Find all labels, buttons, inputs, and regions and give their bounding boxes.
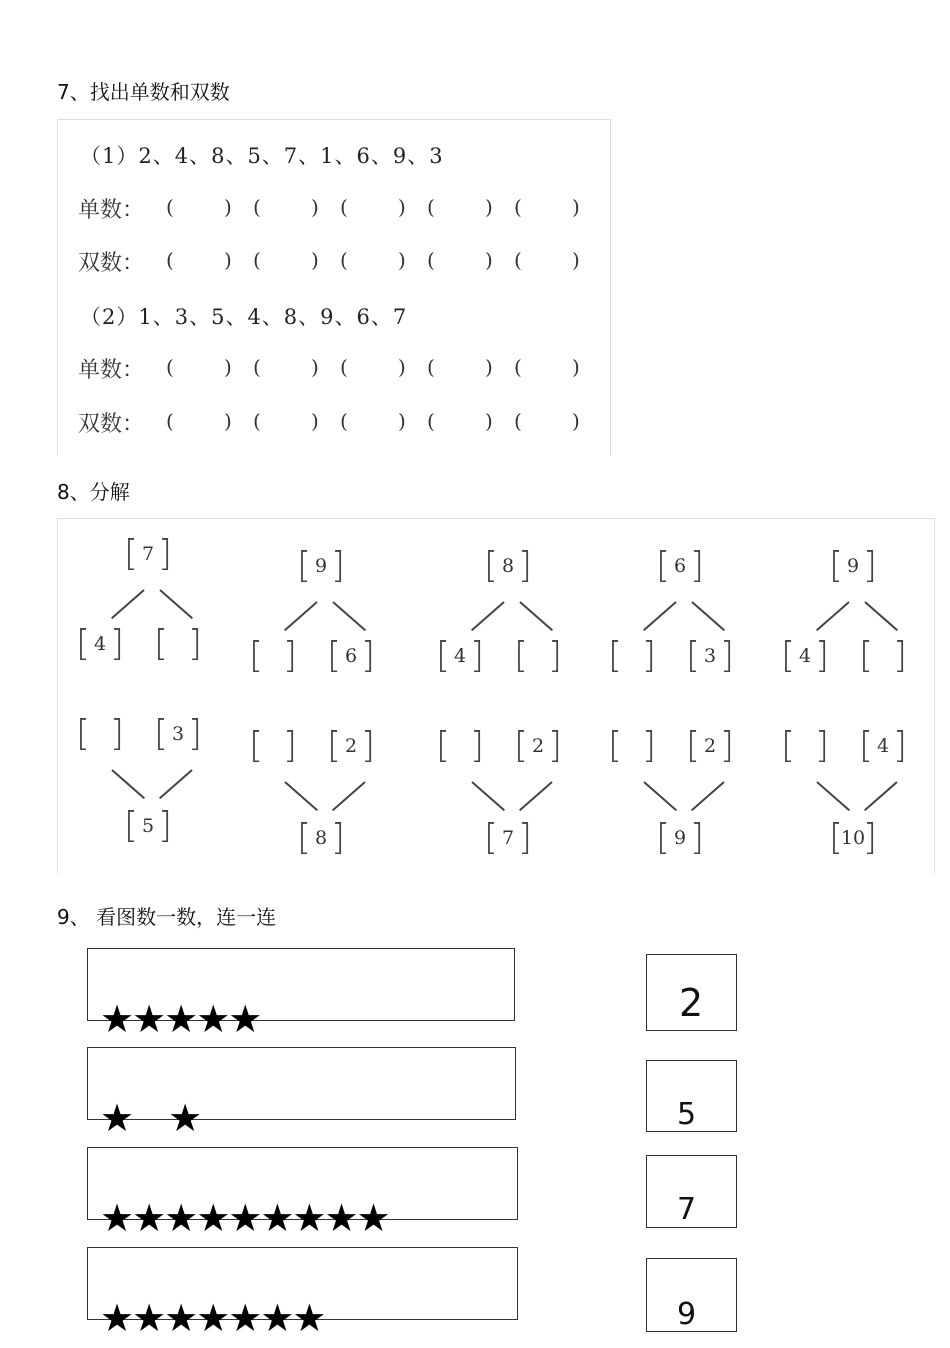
answer-blank-close: ) [311,195,319,219]
star-icon-group: ★★★★★★★ [100,1296,325,1340]
tree-branch-line [519,781,552,811]
top-part-left-box[interactable] [78,629,122,665]
top-total-box-value: 7 [141,543,155,565]
odd-label: 单数： [78,198,145,223]
tree-branch-line [691,601,724,631]
bottom-part-left-box[interactable] [783,731,827,767]
bottom-part-right-box[interactable] [688,731,732,767]
number-target-box[interactable] [646,1155,737,1228]
tree-branch-line [159,589,192,619]
answer-blank-close: ) [311,409,319,433]
answer-blank-open: ( [427,355,435,379]
answer-blank-open: ( [514,355,522,379]
top-total-box-value: 9 [846,555,860,577]
bottom-part-right-box[interactable] [516,731,560,767]
bottom-part-right-box-value: 2 [344,735,358,757]
answer-blank-open: ( [253,409,261,433]
odd-even-panel [57,119,611,456]
question-7-text: 找出单数和双数 [89,80,230,104]
top-total-box-value: 8 [501,555,515,577]
tree-branch-line [332,781,365,811]
tree-branch-line [332,601,365,631]
question-7-title [57,76,230,105]
even-row-2 [78,407,166,438]
decomposition-panel [57,518,935,873]
bottom-part-left-box[interactable] [78,719,122,755]
answer-blank-close: ) [572,355,580,379]
answer-blank-open: ( [514,409,522,433]
bottom-total-box[interactable] [831,823,875,859]
top-part-right-box-value: 6 [344,645,358,667]
answer-blank-close: ) [572,195,580,219]
answer-blank-open: ( [253,248,261,272]
top-part-left-box-value: 4 [798,645,812,667]
top-part-left-box[interactable] [251,641,295,677]
answer-blank-close: ) [398,409,406,433]
top-total-box[interactable] [299,551,343,587]
odd-row-2 [78,353,166,384]
answer-blank-open: ( [253,195,261,219]
answer-blank-open: ( [340,355,348,379]
question-8-title [57,476,130,505]
number-target-value: 9 [677,1297,697,1332]
top-total-box[interactable] [126,539,170,575]
bottom-total-box-value: 5 [141,815,155,837]
bottom-part-left-box[interactable] [438,731,482,767]
bottom-total-box-value: 9 [673,827,687,849]
number-target-box[interactable] [646,1258,737,1332]
bottom-part-right-box-value: 2 [703,735,717,757]
bottom-part-right-box-value: 4 [876,735,890,757]
answer-blank-close: ) [311,355,319,379]
top-part-right-box[interactable] [861,641,905,677]
tree-branch-line [111,589,144,619]
top-part-left-box[interactable] [438,641,482,677]
top-part-right-box-value: 3 [703,645,717,667]
even-label: 双数： [78,412,145,437]
answer-blank-open: ( [340,195,348,219]
odd-label: 单数： [78,358,145,383]
even-row-1 [78,246,166,277]
answer-blank-close: ) [398,248,406,272]
tree-branch-line [864,781,897,811]
bottom-part-right-box[interactable] [861,731,905,767]
star-icon-group: ★ ★ [100,1096,201,1140]
bottom-total-box-value: 7 [501,827,515,849]
top-total-box-value: 6 [673,555,687,577]
bottom-total-box-value: 10 [840,827,866,849]
top-part-left-box[interactable] [610,641,654,677]
answer-blank-close: ) [398,195,406,219]
answer-blank-open: ( [340,248,348,272]
answer-blank-close: ) [224,248,232,272]
tree-branch-line [471,781,504,811]
answer-blank-close: ) [572,248,580,272]
top-total-box[interactable] [486,551,530,587]
odd-row-1 [78,193,166,224]
answer-blank-close: ) [224,355,232,379]
bottom-part-right-box[interactable] [329,731,373,767]
answer-blank-open: ( [427,248,435,272]
sequence-1: （1）2、4、8、5、7、1、6、9、3 [80,144,444,168]
number-target-value: 2 [679,981,704,1025]
bottom-total-box[interactable] [658,823,702,859]
answer-blank-open: ( [514,248,522,272]
top-part-left-box-value: 4 [93,633,107,655]
tree-branch-line [284,781,317,811]
question-9-number: 9、 [57,905,90,929]
tree-branch-line [471,601,504,631]
question-9-text: 看图数一数，连一连 [96,905,277,929]
top-part-left-box[interactable] [783,641,827,677]
bottom-total-box[interactable] [126,811,170,847]
top-total-box[interactable] [658,551,702,587]
top-part-right-box[interactable] [156,629,200,665]
answer-blank-open: ( [166,409,174,433]
answer-blank-open: ( [253,355,261,379]
tree-branch-line [864,601,897,631]
question-7-number: 7、 [57,80,90,104]
tree-branch-line [643,781,676,811]
tree-branch-line [643,601,676,631]
answer-blank-close: ) [311,248,319,272]
answer-blank-close: ) [224,195,232,219]
bottom-part-right-box-value: 2 [531,735,545,757]
top-part-right-box[interactable] [516,641,560,677]
answer-blank-open: ( [166,355,174,379]
answer-blank-close: ) [485,355,493,379]
answer-blank-close: ) [572,409,580,433]
number-target-box[interactable] [646,1060,737,1132]
top-part-right-box[interactable] [688,641,732,677]
bottom-part-right-box-value: 3 [171,723,185,745]
bottom-part-left-box[interactable] [610,731,654,767]
bottom-part-left-box[interactable] [251,731,295,767]
star-icon-group: ★★★★★ [100,997,261,1041]
answer-blank-close: ) [485,409,493,433]
even-label: 双数： [78,251,145,276]
bottom-part-right-box[interactable] [156,719,200,755]
bottom-total-box[interactable] [486,823,530,859]
tree-branch-line [691,781,724,811]
answer-blank-open: ( [340,409,348,433]
sequence-2: （2）1、3、5、4、8、9、6、7 [80,305,408,329]
number-target-box[interactable] [646,954,737,1031]
star-icon-group: ★★★★★★★★★ [100,1196,389,1240]
question-9-title [57,901,276,930]
top-total-box[interactable] [831,551,875,587]
tree-branch-line [816,781,849,811]
answer-blank-open: ( [427,409,435,433]
bottom-total-box[interactable] [299,823,343,859]
answer-blank-open: ( [166,195,174,219]
top-part-left-box-value: 4 [453,645,467,667]
bottom-total-box-value: 8 [314,827,328,849]
tree-branch-line [519,601,552,631]
answer-blank-close: ) [398,355,406,379]
question-8-number: 8、 [57,480,90,504]
answer-blank-open: ( [166,248,174,272]
tree-branch-line [816,601,849,631]
answer-blank-close: ) [485,195,493,219]
top-part-right-box[interactable] [329,641,373,677]
question-8-text: 分解 [89,480,130,504]
answer-blank-close: ) [224,409,232,433]
tree-branch-line [159,769,192,799]
tree-branch-line [284,601,317,631]
top-total-box-value: 9 [314,555,328,577]
number-target-value: 5 [677,1097,697,1132]
answer-blank-open: ( [427,195,435,219]
answer-blank-close: ) [485,248,493,272]
number-target-value: 7 [677,1192,697,1227]
tree-branch-line [111,769,144,799]
answer-blank-open: ( [514,195,522,219]
